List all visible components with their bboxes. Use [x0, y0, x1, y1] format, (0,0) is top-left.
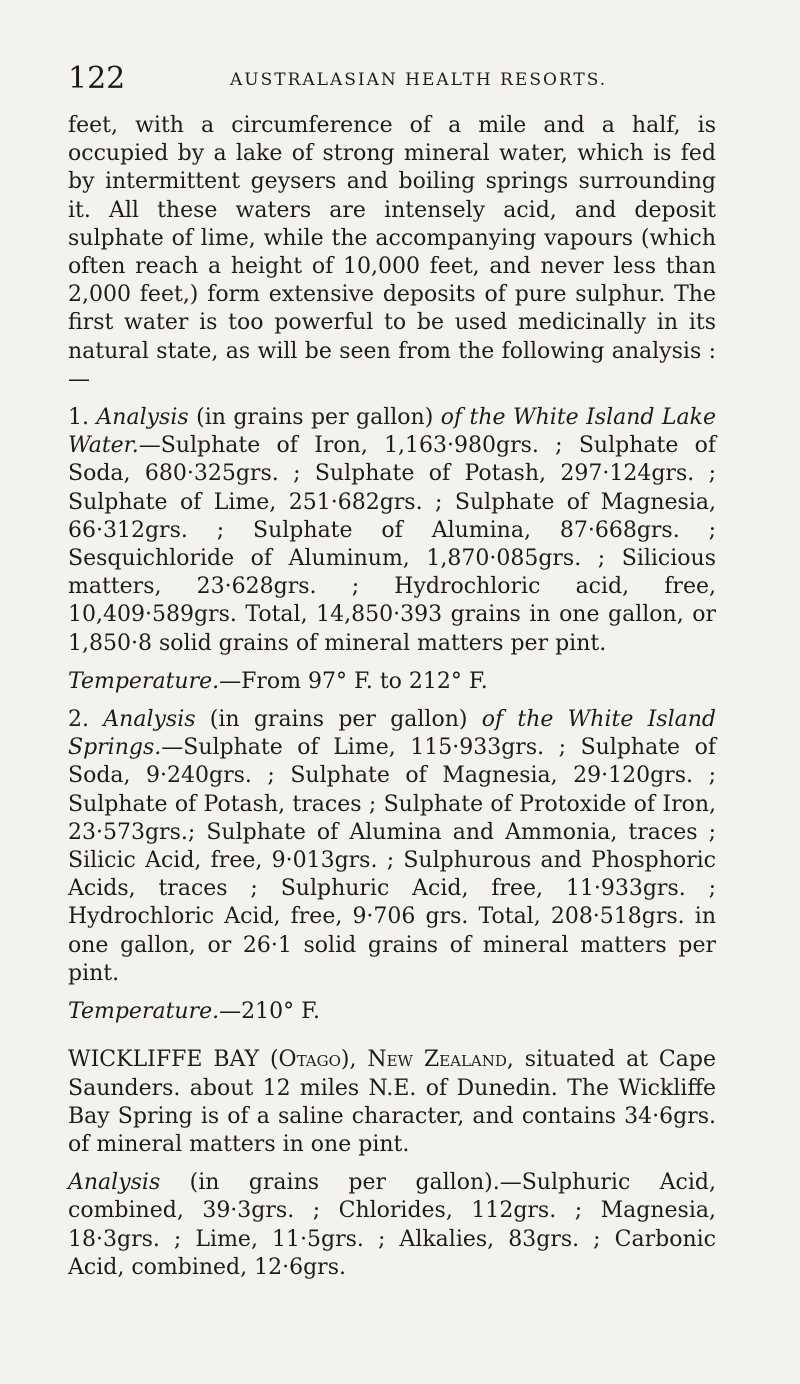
temperature-label: Temperature.: [68, 668, 220, 694]
analysis-values: (in grains per gallon).—Sulphuric Acid, combined, 39·3grs. ; Chlorides, 112grs. ; Magnesia, 18·3grs. ; Lime, 11·5grs. ; Alkalies, 83grs. ; Carbonic Acid, combined, 12·6grs.: [68, 1170, 716, 1280]
page-number: 122: [68, 61, 126, 96]
analysis-number: 1.: [68, 405, 97, 431]
paragraph-analysis-springs: [68, 706, 716, 988]
analysis-values: —Sulphate of Iron, 1,163·980grs. ; Sulphate of Soda, 680·325grs. ; Sulphate of Potash, 297·124grs. ; Sulphate of Lime, 251·682grs. ; Sulphate of Magnesia, 66·312grs. ; Sulphate of Alumina, 87·668grs. ; Sesquichloride of Aluminum, 1,870·085grs. ; Silicious matters, 23·628grs. ; Hydrochloric acid, free, 10,409·589grs. Total, 14,850·393 grains in one gallon, or 1,850·8 solid grains of mineral matters per pint.: [68, 433, 716, 656]
paragraph-analysis-lake-water: [68, 404, 716, 658]
section-heading: WICKLIFFE BAY: [68, 1047, 260, 1073]
analysis-number: 2.: [68, 707, 104, 733]
running-head: AUSTRALASIAN HEALTH RESORTS.: [230, 70, 608, 90]
temperature-label: Temperature.: [68, 999, 220, 1025]
region-name: Otago: [278, 1047, 341, 1073]
analysis-label: Analysis: [68, 1170, 161, 1196]
temperature-value: —210° F.: [219, 999, 320, 1025]
analysis-subject: of the White Island Springs.: [68, 707, 717, 761]
wickliffe-description: , situated at Cape Saunders. about 12 miles N.E. of Dunedin. The Wickliffe Bay Spring is of a saline character, and contains 34·6grs. of mineral matters in one pint.: [68, 1047, 716, 1157]
temperature-value: —From 97° F. to 212° F.: [219, 668, 488, 694]
analysis-unit: (in grains per gallon): [195, 707, 482, 733]
paragraph-temperature-lake: [68, 668, 716, 696]
analysis-subject: of the White Island Lake Water.: [68, 405, 717, 459]
paragraph-wickliffe-bay: WICKLIFFE BAY (Otago), New Zealand, situated at Cape Saunders. about 12 miles N.E. of Dunedin. The Wickliffe Bay Spring is of a saline character, and contains 34·6grs. of mineral matters in one pint.: [68, 1047, 716, 1157]
paragraph-temperature-springs: [68, 998, 716, 1026]
analysis-unit: (in grains per gallon): [188, 405, 441, 431]
analysis-values: —Sulphate of Lime, 115·933grs. ; Sulphate of Soda, 9·240grs. ; Sulphate of Magnesia, 29·120grs. ; Sulphate of Potash, traces ; Sulphate of Protoxide of Iron, 23·573grs.; Sulphate of Alumina and Ammonia, traces ; Silicic Acid, free, 9·013grs. ; Sulphurous and Phosphoric Acids, traces ; Sulphuric Acid, free, 11·933grs. ; Hydrochloric Acid, free, 9·706 grs. Total, 208·518grs. in one gallon, or 26·1 solid grains of mineral matters per pint.: [68, 735, 716, 986]
paragraph-white-island-lake-intro: feet, with a circumference of a mile and a half, is occupied by a lake of strong mineral water, which is fed by intermittent geysers and boiling springs surrounding it. All these waters are intensely acid, and deposit sulphate of lime, while the accompanying vapours (which often reach a height of 10,000 feet, and never less than 2,000 feet,) form extensive deposits of pure sulphur. The first water is too powerful to be used medicinally in its natural state, as will be seen from the following analysis :—: [68, 113, 716, 392]
page-header: [68, 62, 714, 102]
paragraph-analysis-wickliffe: [68, 1169, 716, 1282]
page-body: [68, 112, 716, 1282]
analysis-label: Analysis: [103, 707, 196, 733]
analysis-label: Analysis: [96, 405, 189, 431]
country-name: New Zealand: [367, 1047, 507, 1073]
